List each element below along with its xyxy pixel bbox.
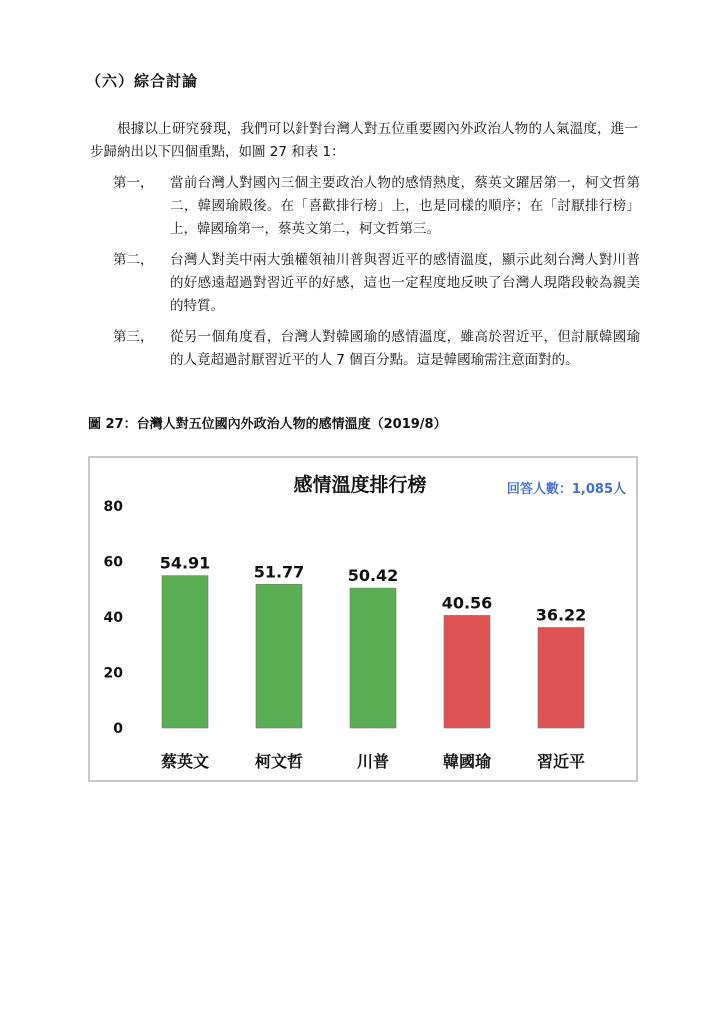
bar-value-label: 51.77 xyxy=(253,562,305,582)
x-tick-label: 韓國瑜 xyxy=(442,752,492,771)
bar-chart xyxy=(88,456,638,782)
point-label: 第一， xyxy=(113,175,154,191)
point-label: 第二， xyxy=(113,252,154,268)
bar-value-label: 40.56 xyxy=(441,593,493,613)
bar xyxy=(162,576,208,728)
y-tick-label: 80 xyxy=(103,499,123,515)
bar xyxy=(538,627,584,728)
chart-title: 感情溫度排行榜 xyxy=(293,474,427,496)
bar xyxy=(444,615,490,728)
bar xyxy=(256,584,302,728)
point-2 xyxy=(113,249,640,318)
figure-caption: 圖 27：台灣人對五位國內外政治人物的感情溫度（2019/8） xyxy=(88,417,447,432)
x-tick-label: 蔡英文 xyxy=(160,752,210,771)
x-tick-label: 習近平 xyxy=(536,752,586,771)
respondents-count: 回答人數：1,085人 xyxy=(506,482,626,497)
y-tick-label: 40 xyxy=(103,610,123,626)
chart-svg xyxy=(90,458,636,780)
bar xyxy=(350,588,396,728)
y-tick-label: 60 xyxy=(103,554,123,571)
point-3 xyxy=(113,326,640,372)
bar-value-label: 36.22 xyxy=(535,605,587,625)
point-text: 從另一個角度看，台灣人對韓國瑜的感情溫度，雖高於習近平，但討厭韓國瑜的人竟超過討厭習近平的人 7 個百分點。這是韓國瑜需注意面對的。 xyxy=(170,329,640,368)
y-axis xyxy=(104,499,124,737)
point-text: 當前台灣人對國內三個主要政治人物的感情熱度，蔡英文躍居第一，柯文哲第二，韓國瑜殿後。在「喜歡排行榜」上，也是同樣的順序；在「討厭排行榜」上，韓國瑜第一，蔡英文第二，柯文哲第三。 xyxy=(170,175,640,237)
bar-value-label: 54.91 xyxy=(159,553,211,573)
y-tick-label: 20 xyxy=(103,665,123,682)
bars xyxy=(162,576,584,728)
x-tick-label: 川普 xyxy=(356,752,390,771)
bar-value-label: 50.42 xyxy=(347,566,399,586)
point-label: 第三， xyxy=(113,329,154,345)
point-1 xyxy=(113,172,640,241)
intro-paragraph: 根據以上研究發現，我們可以針對台灣人對五位重要國內外政治人物的人氣溫度，進一步歸納出以下四個重點，如圖 27 和表 1： xyxy=(90,121,638,160)
x-tick-label: 柯文哲 xyxy=(254,752,304,771)
point-text: 台灣人對美中兩大強權領袖川普與習近平的感情溫度，顯示此刻台灣人對川普的好感遠超過對習近平的好感，這也一定程度地反映了台灣人現階段較為親美的特質。 xyxy=(170,252,640,314)
y-tick-label: 0 xyxy=(113,721,123,737)
x-axis-labels xyxy=(161,752,585,771)
section-heading: （六）綜合討論 xyxy=(86,72,199,90)
